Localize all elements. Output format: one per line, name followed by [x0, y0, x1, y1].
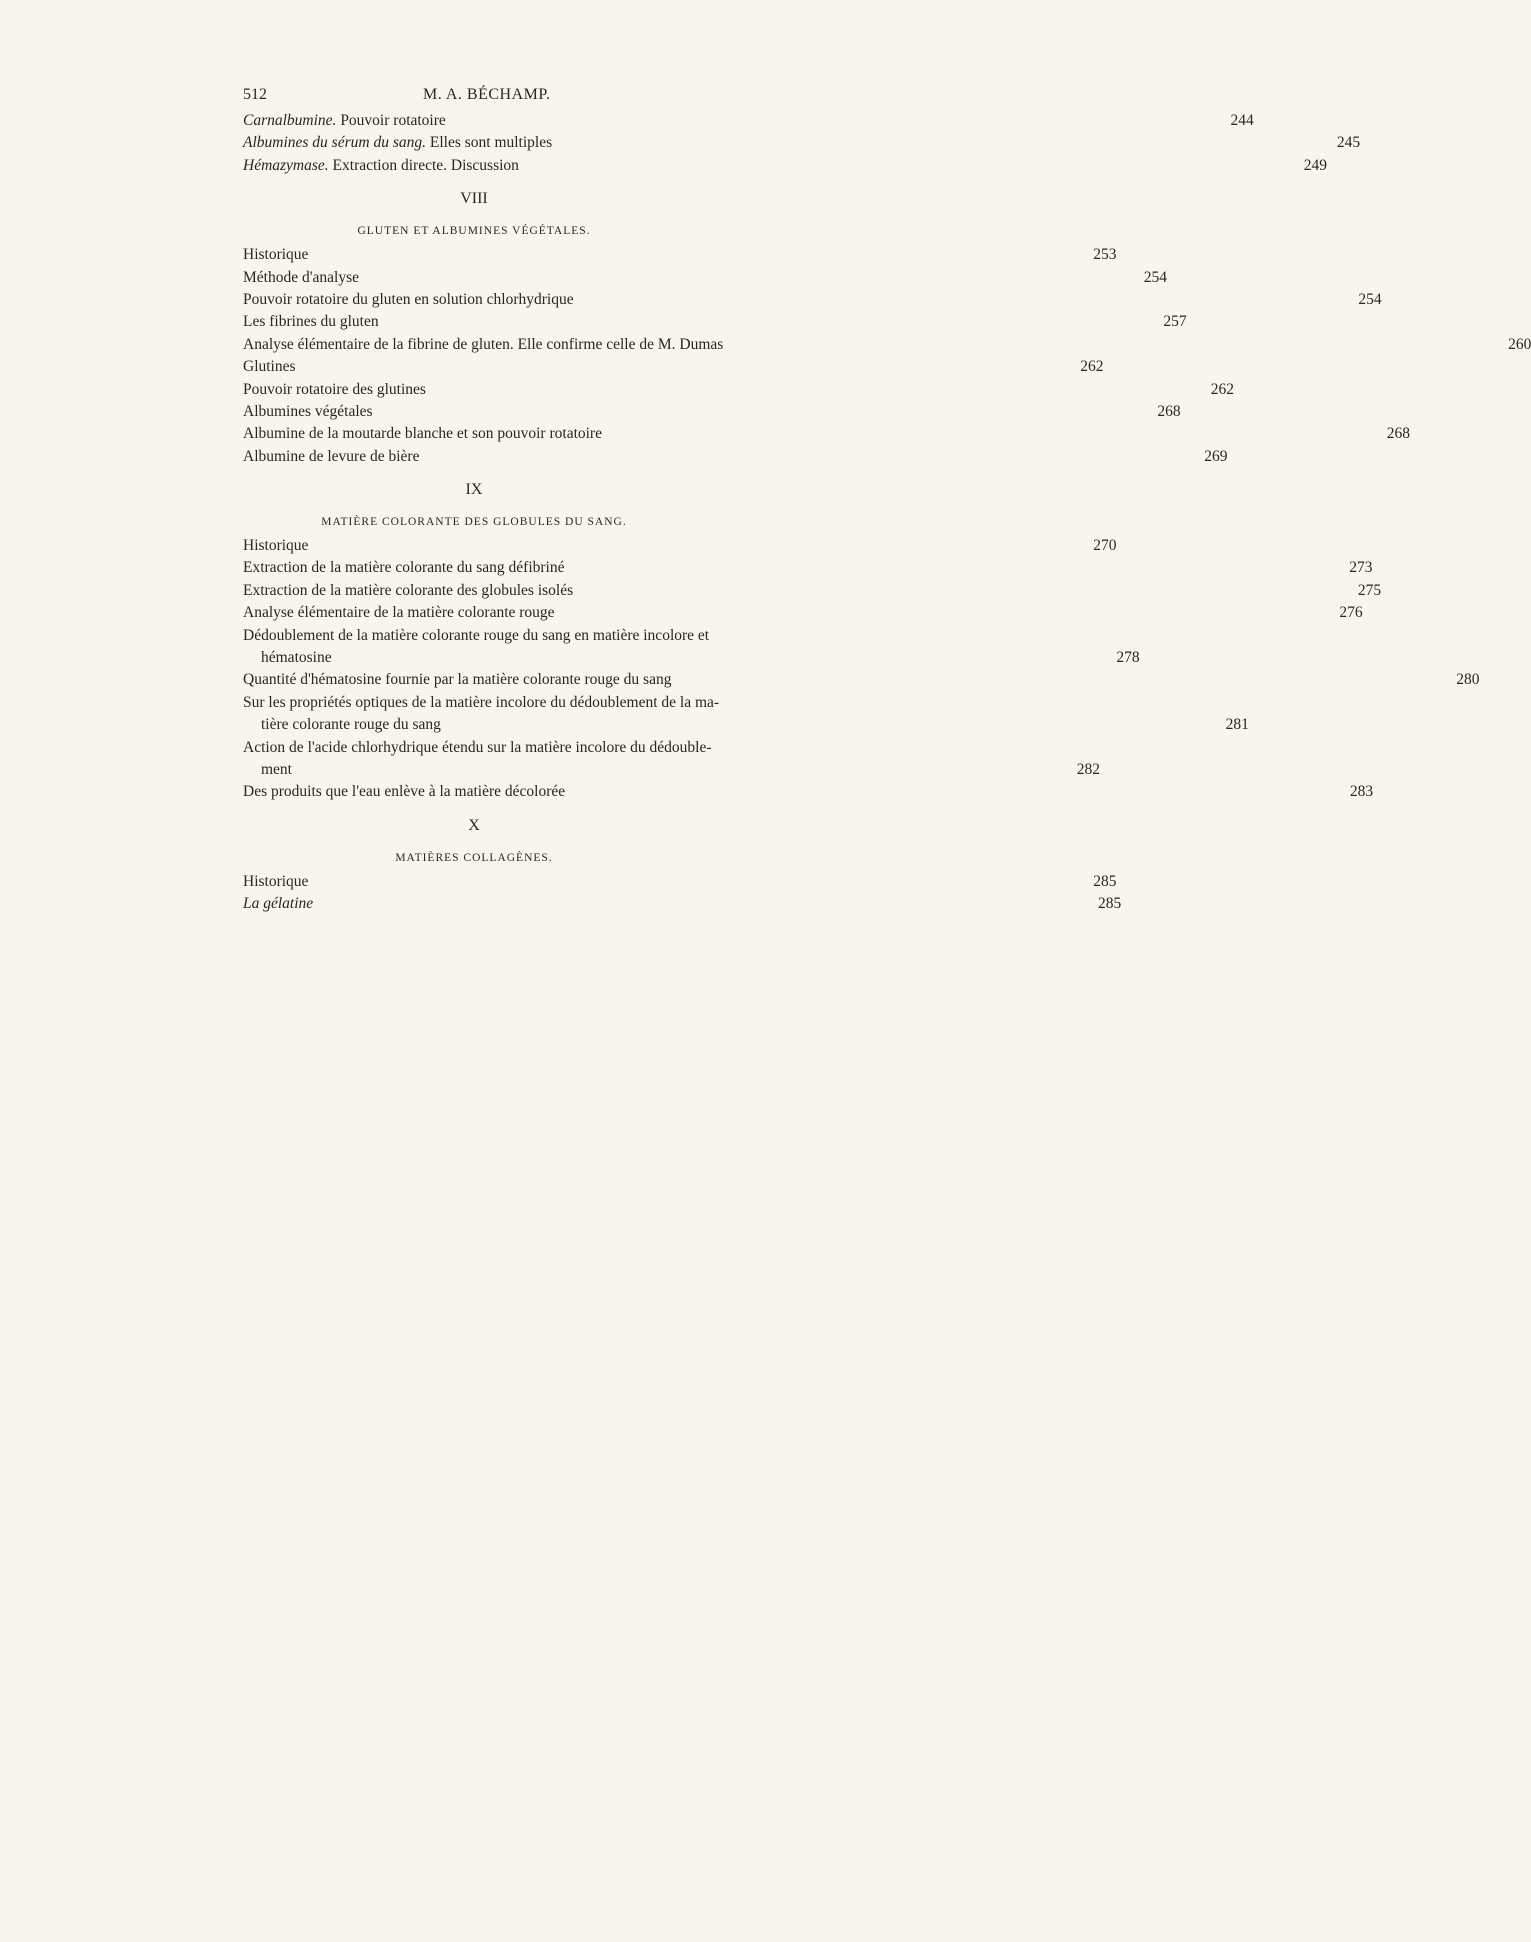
entry-page: 254	[1358, 290, 1382, 308]
entry-page: 245	[1336, 134, 1361, 152]
entry-text: Albumines végétales	[243, 402, 373, 420]
chapter-number: X	[468, 816, 480, 834]
entry-page: 269	[1204, 447, 1228, 465]
chapter-title: GLUTEN ET ALBUMINES VÉGÉTALES.	[357, 225, 591, 238]
entry-lead: Carnalbumine.	[243, 112, 337, 129]
entry-page: 260	[1508, 335, 1531, 353]
entry-page: 281	[1225, 716, 1249, 734]
entry-text: hématosine	[261, 649, 332, 667]
entry-page: 262	[1080, 358, 1104, 376]
toc-entry	[243, 356, 1104, 378]
entry-page: 268	[1386, 425, 1410, 443]
entry-text: Albumine de levure de bière	[243, 447, 420, 465]
entry-text: Dédoublement de la matière colorante rouge du sang en matière incolore et	[243, 626, 710, 644]
chapter-title: MATIÈRES COLLAGÈNES.	[395, 851, 553, 864]
chapter-entries	[243, 244, 1531, 468]
toc-entry	[243, 267, 1167, 289]
entry-text: Extraction de la matière colorante du sang défibriné	[243, 559, 565, 577]
entry-page: 278	[1116, 649, 1140, 667]
entry-text: Des produits que l'eau enlève à la matière décolorée	[243, 783, 566, 801]
page-header	[243, 86, 703, 110]
entry-page: 249	[1303, 156, 1327, 174]
entry-text: Sur les propriétés optiques de la matière incolore du dédoublement de la ma-	[243, 693, 720, 711]
entry-text: Analyse élémentaire de la fibrine de gluten. Elle confirme celle de M. Dumas	[243, 335, 724, 353]
entry-text: Méthode d'analyse	[243, 268, 359, 286]
entry-page: 285	[1093, 872, 1117, 890]
entry-text: Historique	[243, 246, 309, 264]
entry-text: Analyse élémentaire de la matière colorante rouge	[243, 604, 555, 622]
entry-text: tière colorante rouge du sang	[261, 716, 441, 734]
entry-page: 244	[1230, 112, 1254, 129]
toc-entry	[243, 311, 1187, 333]
entry-lead: Albumines du sérum du sang.	[243, 134, 426, 152]
toc-entry	[243, 759, 1100, 781]
entry-text: La gélatine	[243, 895, 314, 913]
entry-text: Extraction de la matière colorante des globules isolés	[243, 581, 574, 599]
entry-page: 275	[1357, 581, 1382, 599]
entry-page: 262	[1210, 380, 1234, 398]
entry-page: 254	[1143, 268, 1167, 286]
entry-page: 283	[1349, 783, 1374, 801]
entry-page: 253	[1093, 246, 1117, 264]
entry-text: Historique	[243, 872, 309, 890]
page-number: 512	[243, 86, 267, 103]
chapter-number: VIII	[460, 190, 488, 208]
entry-page: 282	[1076, 760, 1100, 778]
running-title: M. A. BÉCHAMP.	[423, 86, 551, 103]
entry-text: Les fibrines du gluten	[243, 313, 379, 331]
entry-text: Historique	[243, 537, 309, 555]
chapter-title: MATIÈRE COLORANTE DES GLOBULES DU SANG.	[321, 516, 627, 529]
entry-page: 273	[1349, 559, 1373, 577]
entry-page: 257	[1163, 313, 1187, 331]
entry-page: 270	[1093, 537, 1117, 555]
chapter-number: IX	[465, 481, 483, 499]
toc-entry	[243, 244, 1117, 266]
entry-page: 276	[1339, 604, 1363, 622]
entry-page: 268	[1157, 402, 1181, 420]
entry-text: Pouvoir rotatoire	[336, 112, 446, 129]
entry-page: 280	[1456, 671, 1480, 689]
entry-text: Pouvoir rotatoire du gluten en solution chlorhydrique	[243, 290, 574, 308]
toc-entry	[243, 110, 1254, 132]
entry-text: Elles sont multiples	[425, 134, 553, 152]
entry-text: Pouvoir rotatoire des glutines	[243, 380, 426, 398]
entry-text: ment	[261, 760, 292, 778]
entry-page: 285	[1097, 895, 1122, 913]
entry-text: Extraction directe. Discussion	[328, 156, 519, 174]
entry-lead: Hémazymase.	[243, 156, 329, 174]
entry-text: Glutines	[243, 358, 296, 376]
entry-text: Action de l'acide chlorhydrique étendu sur la matière incolore du dédouble-	[243, 738, 712, 756]
entry-text: Quantité d'hématosine fournie par la matière colorante rouge du sang	[243, 671, 672, 689]
entry-text: Albumine de la moutarde blanche et son pouvoir rotatoire	[243, 425, 602, 443]
table-of-contents	[243, 110, 1531, 916]
